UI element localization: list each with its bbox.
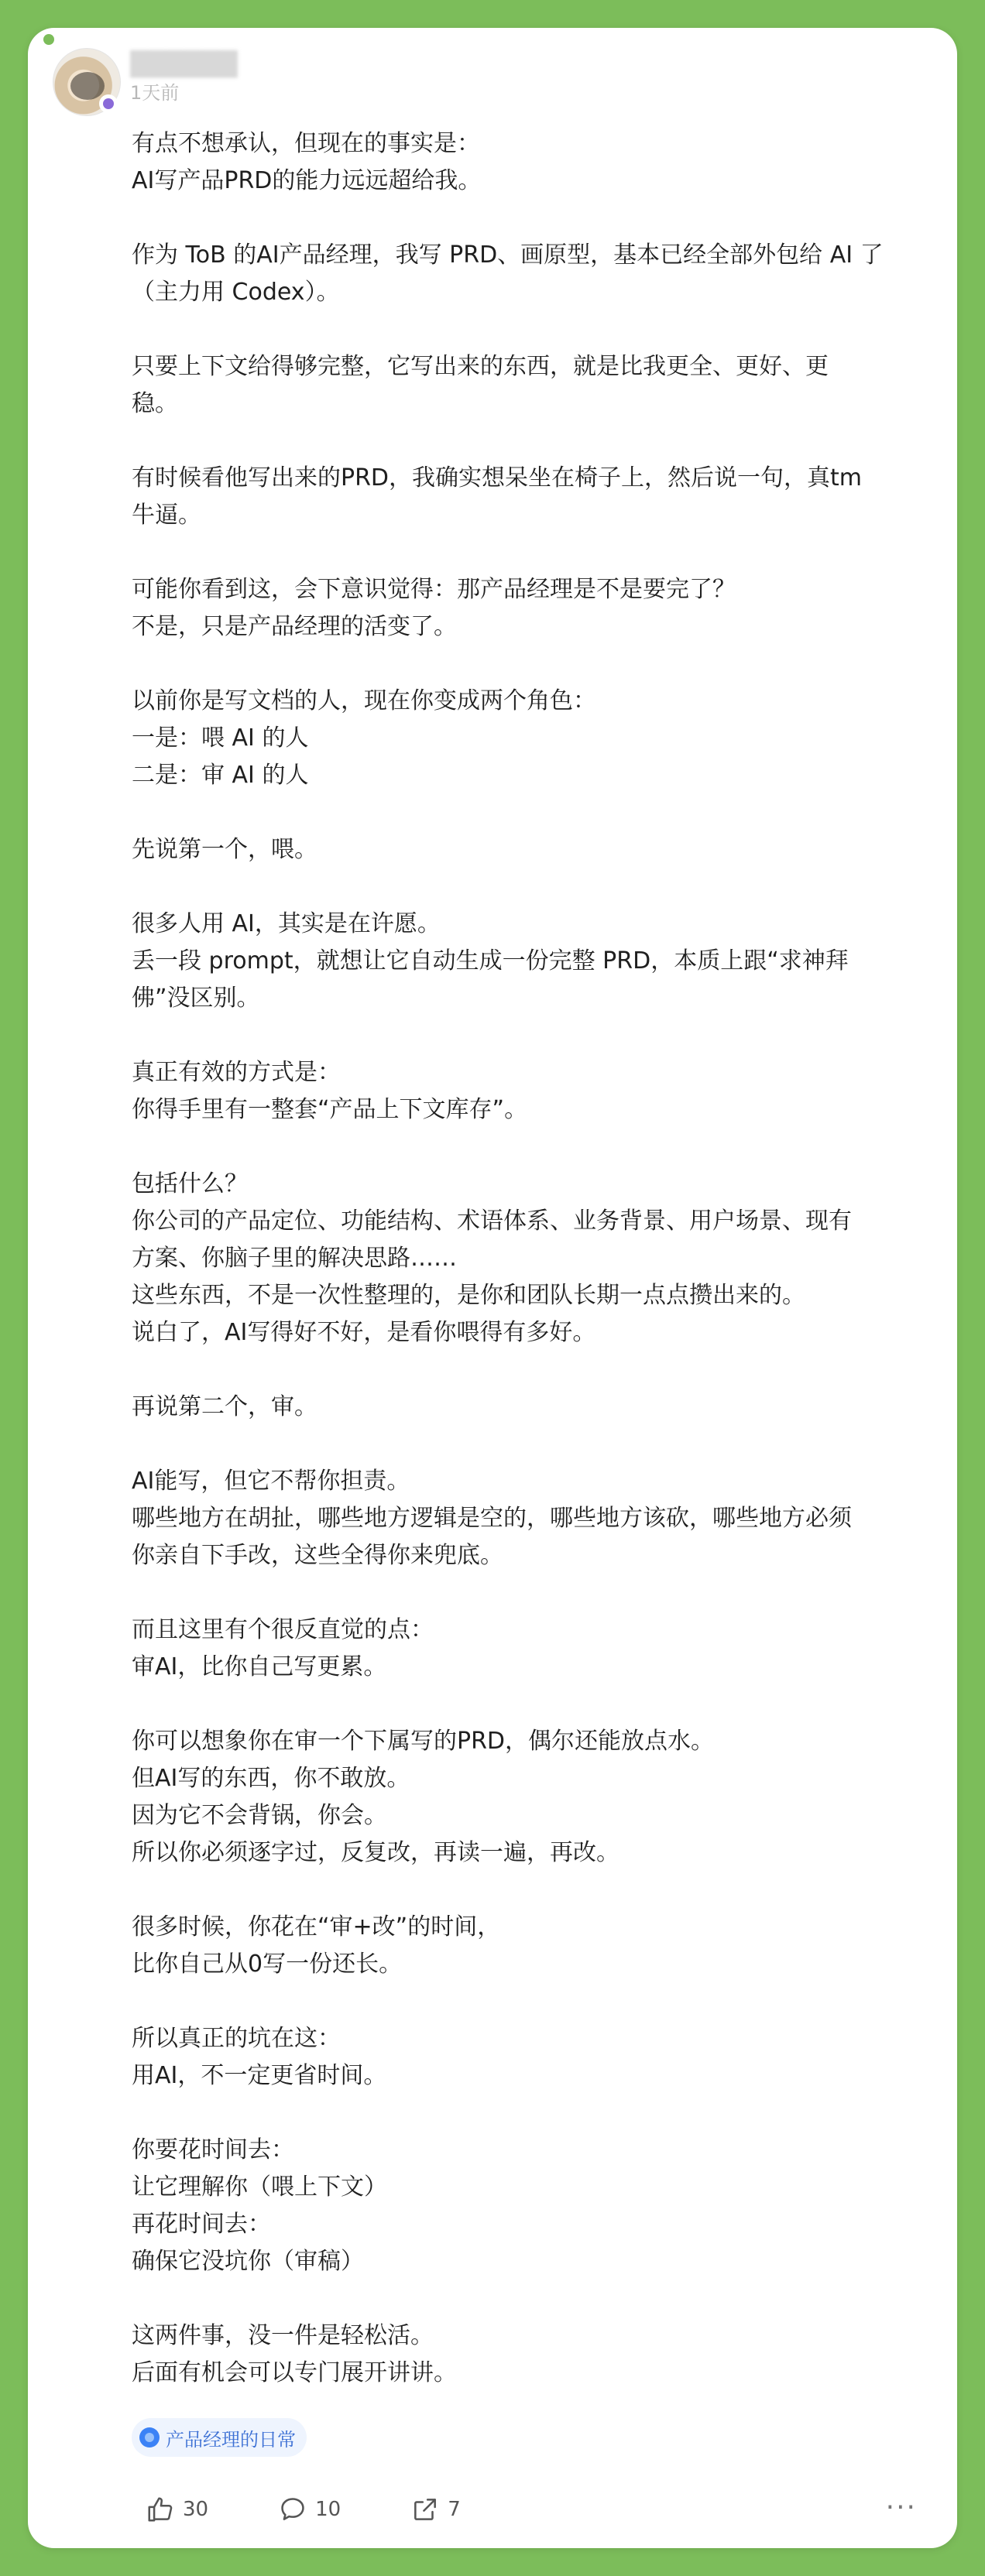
share-count: 7 [448,2498,461,2521]
corner-dot [43,34,54,45]
avatar-face [70,72,105,100]
paragraph: 可能你看到这，会下意识觉得：那产品经理是不是要完了？ 不是，只是产品经理的活变了。 [132,576,736,640]
paragraph: 有点不想承认，但现在的事实是： AI写产品PRD的能力远远超给我。 [132,130,482,194]
paragraph: 再说第二个，审。 [132,1393,317,1420]
paragraph: 以前你是写文档的人，现在你变成两个角色： 一是：喂 AI 的人 二是：审 AI 的人 [132,687,596,789]
paragraph: 很多时候，你花在“审+改”的时间， 比你自己从0写一份还长。 [132,1913,501,1978]
action-bar [146,2488,530,2531]
paragraph: 有时候看他写出来的PRD，我确实想呆坐在椅子上，然后说一句，真tm 牛逼。 [132,464,863,529]
paragraph: AI能写，但它不帮你担责。 哪些地方在胡扯，哪些地方逻辑是空的，哪些地方该砍，哪些地方必须 你亲自下手改，这些全得你来兜底。 [132,1468,852,1569]
paragraph: 你要花时间去： 让它理解你（喂上下文） 再花时间去： 确保它没坑你（审稿） [132,2136,387,2275]
like-button[interactable] [146,2495,208,2524]
topic-tag-label: 产品经理的日常 [166,2428,296,2451]
author-name-blurred[interactable]: ██████ [130,51,238,78]
paragraph: 而且这里有个很反直觉的点： 审AI，比你自己写更累。 [132,1616,434,1680]
topic-circle-icon [139,2427,160,2448]
paragraph: 这两件事，没一件是轻松活。 后面有机会可以专门展开讲讲。 [132,2322,457,2386]
like-count: 30 [183,2498,209,2521]
post-content [132,125,914,2392]
post-card [28,28,957,2548]
paragraph: 所以真正的坑在这： 用AI，不一定更省时间。 [132,2025,387,2089]
topic-tag[interactable] [132,2418,307,2457]
paragraph: 包括什么？ 你公司的产品定位、功能结构、术语体系、业务背景、用户场景、现有 方案、你脑子里的解决思路…… 这些东西，不是一次性整理的，是你和团队长期一点点攒出来的。 说白了，AI写得好不好，是看你喂得有多好。 [132,1170,852,1346]
more-dots-icon[interactable]: ··· [885,2492,917,2523]
comment-bubble-icon [278,2495,307,2524]
post-time: 1天前 [130,82,180,104]
paragraph: 很多人用 AI，其实是在许愿。 丢一段 prompt，就想让它自动生成一份完整 PRD，本质上跟“求神拜 佛”没区别。 [132,910,849,1012]
paragraph: 你可以想象你在审一个下属写的PRD，偶尔还能放点水。 但AI写的东西，你不敢放。 因为它不会背锅，你会。 所以你必须逐字过，反复改，再读一遍，再改。 [132,1728,715,1866]
thumbs-up-icon [146,2495,175,2524]
verified-badge-icon [99,94,118,113]
comment-button[interactable] [278,2495,341,2524]
paragraph: 真正有效的方式是： 你得手里有一整套“产品上下文库存”。 [132,1059,528,1123]
comment-count: 10 [315,2498,341,2521]
share-button[interactable] [410,2495,461,2524]
paragraph: 只要上下文给得够完整，它写出来的东西，就是比我更全、更好、更 稳。 [132,353,829,417]
paragraph: 先说第一个，喂。 [132,836,317,863]
share-arrow-icon [410,2495,440,2524]
paragraph: 作为 ToB 的AI产品经理，我写 PRD、画原型，基本已经全部外包给 AI 了 （主力用 Codex）。 [132,242,884,306]
